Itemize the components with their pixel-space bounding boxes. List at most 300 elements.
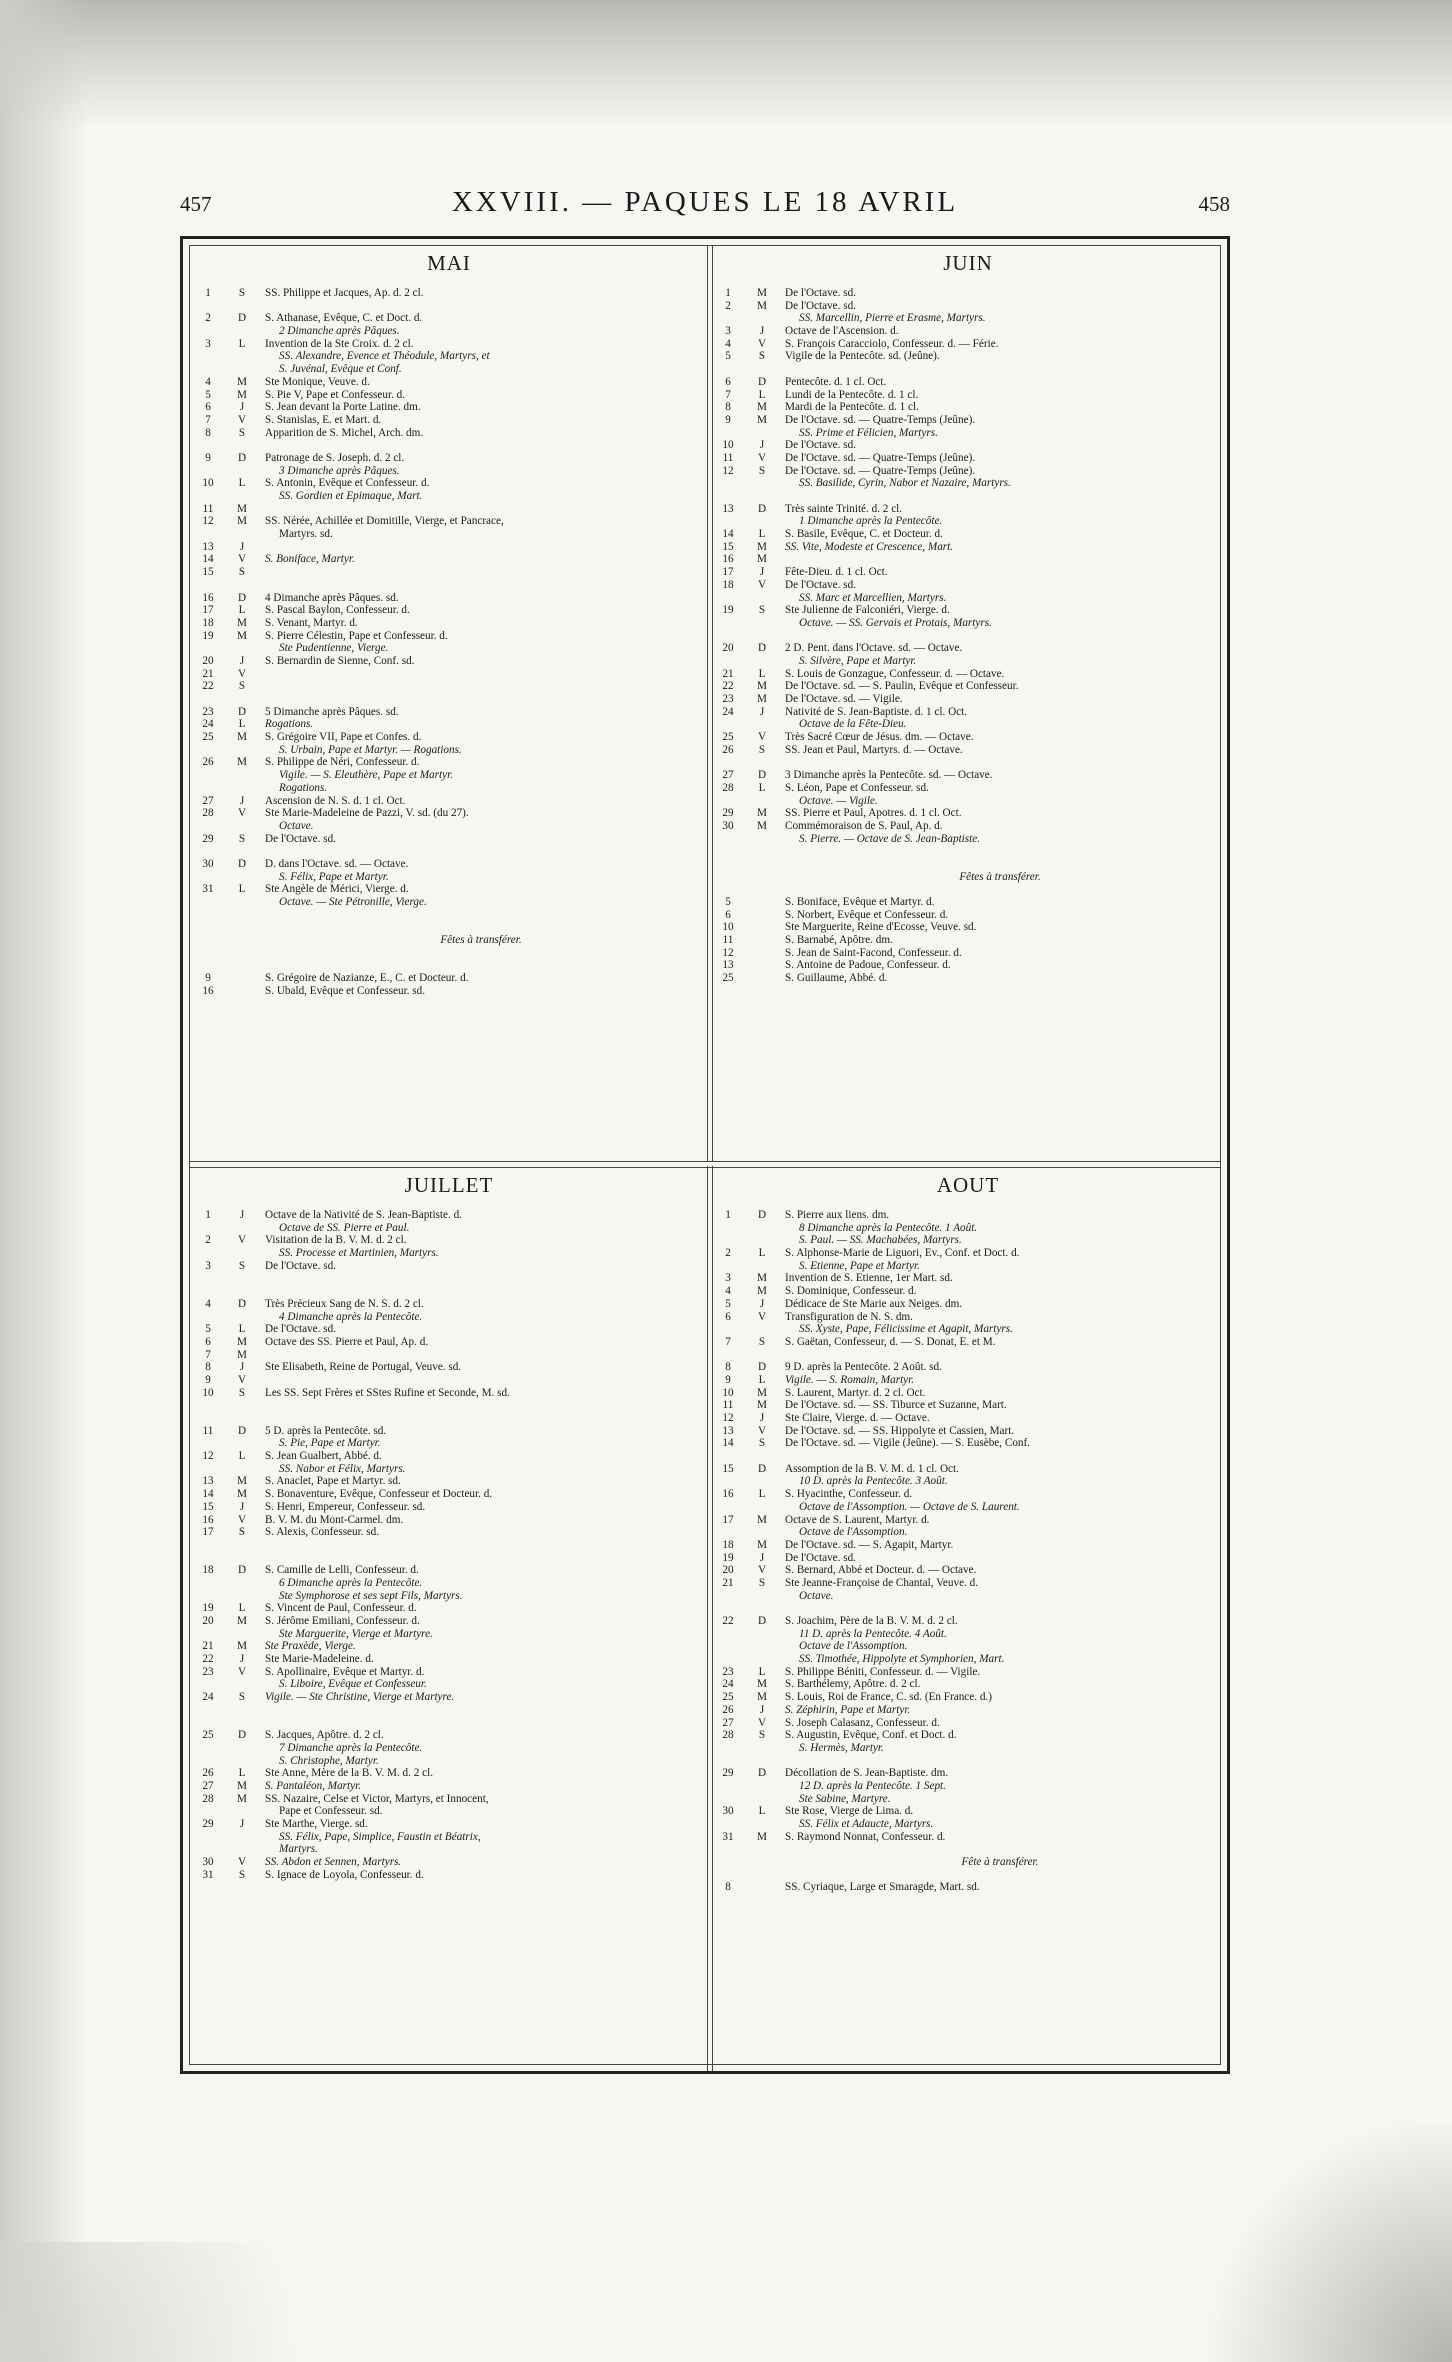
calendar-row: [717, 1285, 1219, 1298]
calendar-row: [197, 1577, 701, 1590]
calendar-row: [197, 718, 701, 731]
feast-text: 1 Dimanche après la Pentecôte.: [799, 515, 943, 528]
weekday-letter: D: [757, 502, 767, 515]
calendar-row: [197, 617, 701, 630]
calendar-row: [717, 833, 1219, 846]
weekday-letter: L: [238, 1450, 246, 1463]
feast-text: Ste Claire, Vierge. d. — Octave.: [785, 1412, 930, 1424]
feast-text: Octave.: [799, 1589, 834, 1602]
feast-text: Ste Marguerite, Vierge et Martyre.: [279, 1627, 433, 1640]
feast-text: S. Léon, Pape et Confesseur. sd.: [785, 781, 929, 794]
calendar-row: [717, 465, 1219, 478]
calendar-row: [717, 1336, 1219, 1349]
weekday-letter: M: [237, 1335, 247, 1348]
feast-text: 12 D. après la Pentecôte. 1 Sept.: [799, 1779, 946, 1792]
calendar-row: [197, 1285, 701, 1298]
calendar-row: [197, 1488, 701, 1501]
weekday-letter: L: [238, 1602, 246, 1615]
weekday-letter: S: [238, 1691, 246, 1704]
calendar-row: [197, 909, 701, 922]
calendar-row: [717, 414, 1219, 427]
feast-text: Très Précieux Sang de N. S. d. 2 cl.: [265, 1297, 424, 1310]
day-number: 27: [202, 1779, 214, 1792]
calendar-row: [717, 1425, 1219, 1438]
weekday-letter: D: [237, 1729, 247, 1742]
calendar-row: [197, 452, 701, 465]
weekday-letter: J: [759, 1412, 765, 1424]
day-number: 2: [725, 1247, 731, 1260]
calendar-row: [717, 1742, 1219, 1755]
weekday-letter: M: [237, 1348, 247, 1361]
weekday-letter: D: [237, 705, 247, 718]
weekday-letter: S: [758, 464, 766, 477]
calendar-row: [197, 1717, 701, 1730]
calendar-row: [197, 1336, 701, 1349]
calendar-row: [197, 845, 701, 858]
weekday-letter: V: [237, 1513, 247, 1526]
calendar-row: [197, 1602, 701, 1615]
calendar-row: [197, 312, 701, 325]
page-title: XXVIII. — PAQUES LE 18 AVRIL: [451, 186, 959, 218]
feast-text: SS. Timothée, Hippolyte et Symphorien, Mart.: [799, 1653, 1005, 1666]
weekday-letter: M: [757, 693, 767, 705]
weekday-letter: D: [237, 1564, 247, 1577]
feast-text: S. Gaëtan, Confesseur, d. — S. Donat, E. et M.: [785, 1335, 996, 1348]
feast-text: S. Pie, Pape et Martyr.: [279, 1437, 381, 1450]
day-number: 4: [725, 337, 731, 350]
feast-text: Ste Jeanne-Françoise de Chantal, Veuve. d.: [785, 1576, 979, 1589]
day-number: 19: [722, 604, 734, 617]
calendar-row: [197, 1767, 701, 1780]
day-number: 24: [202, 1691, 214, 1704]
weekday-letter: M: [757, 807, 767, 820]
calendar-row: [197, 1590, 701, 1603]
day-number: 13: [202, 540, 214, 553]
calendar-row: [197, 287, 701, 300]
day-number: 15: [202, 1500, 214, 1513]
calendar-row: [717, 515, 1219, 528]
feast-text: Ste Symphorose et ses sept Fils, Martyrs.: [279, 1589, 463, 1602]
scan-noise-left: [0, 0, 90, 2362]
weekday-letter: L: [758, 1665, 766, 1678]
calendar-row: [717, 528, 1219, 541]
feast-text: 4 Dimanche après Pâques. sd.: [265, 591, 399, 604]
calendar-row: [717, 1666, 1219, 1679]
day-number: 11: [202, 502, 214, 515]
weekday-letter: M: [757, 819, 767, 832]
calendar-row: [197, 1666, 701, 1679]
feast-text: Dédicace de Ste Marie aux Neiges. dm.: [785, 1297, 963, 1310]
feast-text: Vigile. — S. Eleuthère, Pape et Martyr.: [279, 769, 453, 782]
day-number: 18: [202, 616, 214, 629]
calendar-row: [717, 959, 1219, 972]
feast-text: Ste Pudentienne, Vierge.: [279, 642, 389, 655]
calendar-row: [717, 401, 1219, 414]
scan-noise-bottom-left: [0, 2242, 380, 2362]
weekday-letter: J: [759, 1297, 765, 1310]
feast-text: 9 D. après la Pentecôte. 2 Août. sd.: [785, 1361, 942, 1374]
feast-text: 2 Dimanche après Pâques.: [279, 325, 400, 338]
feast-text: S. Juvénal, Evêque et Conf.: [279, 363, 402, 376]
calendar-row: [717, 1272, 1219, 1285]
day-number: 18: [202, 1564, 214, 1577]
feast-text: SS. Félix et Adaucte, Martyrs.: [799, 1818, 934, 1830]
calendar-row: [197, 1640, 701, 1653]
feast-text: S. Barnabé, Apôtre. dm.: [785, 934, 893, 947]
feast-text: S. Liboire, Evêque et Confesseur.: [279, 1678, 427, 1691]
feast-text: S. Raymond Nonnat, Confesseur. d.: [785, 1830, 946, 1843]
feast-text: Octave de la Nativité de S. Jean-Baptiste. d.: [265, 1209, 462, 1221]
weekday-letter: J: [239, 1500, 245, 1513]
weekday-letter: S: [238, 1386, 246, 1399]
day-number: 29: [202, 832, 214, 845]
calendar-row: [197, 1805, 701, 1818]
calendar-row: [717, 1577, 1219, 1590]
weekday-letter: J: [759, 566, 765, 579]
day-number: 26: [202, 756, 214, 769]
day-number: 19: [202, 1602, 214, 1615]
day-number: 21: [202, 1640, 214, 1653]
calendar-row: [717, 655, 1219, 668]
feast-text: Octave de l'Assomption. — Octave de S. Laurent.: [799, 1500, 1020, 1513]
weekday-letter: M: [757, 1399, 767, 1412]
calendar-row: [197, 680, 701, 693]
calendar-row: [717, 883, 1219, 896]
calendar-row: [717, 287, 1219, 300]
calendar-row: [717, 718, 1219, 731]
day-number: 1: [205, 287, 211, 299]
feast-text: S. Boniface, Evêque et Martyr. d.: [785, 896, 935, 908]
weekday-letter: V: [237, 553, 247, 566]
feast-text: S. Zéphirin, Pape et Martyr.: [785, 1703, 911, 1716]
feast-text: 5 Dimanche après Pâques. sd.: [265, 705, 399, 718]
feast-text: S. Anaclet, Pape et Martyr. sd.: [265, 1475, 401, 1488]
weekday-letter: M: [757, 1691, 767, 1704]
calendar-row: [197, 1450, 701, 1463]
feast-text: S. Apollinaire, Evêque et Martyr. d.: [265, 1665, 425, 1678]
weekday-letter: L: [758, 667, 766, 680]
feast-text: SS. Jean et Paul, Martyrs. d. — Octave.: [785, 743, 963, 756]
feast-text: 4 Dimanche après la Pentecôte.: [279, 1310, 423, 1323]
day-number: 13: [722, 1424, 734, 1437]
calendar-row: [717, 1234, 1219, 1247]
day-number: 10: [202, 1386, 214, 1399]
weekday-letter: M: [757, 1386, 767, 1399]
feast-text: De l'Octave. sd.: [785, 578, 856, 591]
day-number: 6: [205, 401, 211, 414]
day-number: 5: [205, 1323, 211, 1336]
weekday-letter: J: [239, 401, 245, 414]
day-number: 1: [725, 287, 731, 299]
feast-text: De l'Octave. sd. — S. Agapit, Martyr.: [785, 1538, 954, 1551]
calendar-row: [197, 871, 701, 884]
feast-text: Vigile. — S. Romain, Martyr.: [785, 1373, 915, 1386]
day-number: 29: [202, 1818, 214, 1830]
calendar-row: [717, 338, 1219, 351]
feast-text: S. Hyacinthe, Confesseur. d.: [785, 1488, 913, 1501]
calendar-row: [717, 1628, 1219, 1641]
day-number: 15: [722, 540, 734, 553]
calendar-row: [717, 1767, 1219, 1780]
weekday-letter: L: [238, 477, 246, 490]
feast-text: De l'Octave. sd. — SS. Tiburce et Suzanne, Mart.: [785, 1399, 1007, 1412]
calendar-row: [717, 312, 1219, 325]
calendar-row: [197, 1552, 701, 1565]
calendar-row: [197, 1272, 701, 1285]
calendar-row: [197, 642, 701, 655]
calendar-row: [197, 1780, 701, 1793]
day-number: 28: [722, 781, 734, 794]
calendar-row: [717, 1222, 1219, 1235]
day-number: 11: [722, 1399, 734, 1412]
feast-text: Ascension de N. S. d. 1 cl. Oct.: [265, 794, 406, 807]
weekday-letter: V: [757, 1310, 767, 1323]
day-number: 12: [202, 1450, 214, 1463]
feast-text: Transfiguration de N. S. dm.: [785, 1310, 913, 1323]
feast-text: De l'Octave. sd.: [265, 832, 336, 845]
vertical-divider-top: [707, 245, 713, 1161]
weekday-letter: V: [237, 1234, 247, 1247]
day-number: 29: [722, 807, 734, 820]
day-number: 6: [725, 375, 731, 388]
day-number: 30: [722, 1805, 734, 1818]
feast-text: SS. Félix, Pape, Simplice, Faustin et Béatrix,: [279, 1830, 481, 1843]
calendar-row: [197, 350, 701, 363]
weekday-letter: M: [237, 756, 247, 769]
calendar-row: [717, 896, 1219, 909]
feast-text: Octave. — Vigile.: [799, 794, 878, 807]
calendar-row: [717, 947, 1219, 960]
calendar-row: [717, 1463, 1219, 1476]
weekday-letter: M: [757, 413, 767, 426]
feast-text: Visitation de la B. V. M. d. 2 cl.: [265, 1234, 407, 1247]
feast-text: S. Athanase, Evêque, C. et Doct. d.: [265, 312, 423, 325]
day-number: 5: [725, 1297, 731, 1310]
calendar-row: [717, 617, 1219, 630]
feast-text: S. Pascal Baylon, Confesseur. d.: [265, 604, 410, 617]
day-number: 18: [722, 1538, 734, 1551]
calendar-row: [717, 858, 1219, 871]
feast-text: S. Bernard, Abbé et Docteur. d. — Octave.: [785, 1564, 977, 1577]
calendar-row: [197, 769, 701, 782]
weekday-letter: M: [757, 540, 767, 553]
calendar-row: [197, 1247, 701, 1260]
feast-text: S. Etienne, Pape et Martyr.: [799, 1259, 920, 1272]
feast-text: S. Dominique, Confesseur. d.: [785, 1285, 917, 1298]
feast-text: Invention de la Ste Croix. d. 2 cl.: [265, 337, 414, 350]
day-number: 13: [722, 959, 734, 972]
day-number: 18: [722, 578, 734, 591]
feast-text: SS. Basilide, Cyrin, Nabor et Nazaire, Martyrs.: [799, 477, 1011, 490]
feast-text: 6 Dimanche après la Pentecôte.: [279, 1576, 423, 1589]
weekday-letter: V: [237, 807, 247, 820]
calendar-row: [717, 1564, 1219, 1577]
weekday-letter: S: [758, 604, 766, 617]
weekday-letter: M: [237, 1640, 247, 1653]
day-number: 27: [722, 1716, 734, 1729]
calendar-row: [197, 1615, 701, 1628]
month-heading: MAI: [427, 251, 471, 275]
weekday-letter: D: [237, 1424, 247, 1437]
calendar-row: [197, 947, 701, 960]
day-number: 7: [205, 413, 211, 426]
feast-text: S. Paul. — SS. Machabées, Martyrs.: [799, 1234, 962, 1247]
feast-text: S. Jean de Saint-Facond, Confesseur. d.: [785, 946, 962, 959]
feast-text: S. Louis, Roi de France, C. sd. (En France. d.): [785, 1691, 992, 1704]
day-number: 4: [205, 375, 211, 388]
feast-text: Ste Angèle de Mérici, Vierge. d.: [265, 883, 409, 896]
calendar-row: [717, 1361, 1219, 1374]
feast-text: Martyrs. sd.: [279, 528, 333, 541]
calendar-row: [717, 1526, 1219, 1539]
weekday-letter: S: [238, 1259, 246, 1272]
calendar-row: [197, 921, 701, 934]
feast-text: Octave de SS. Pierre et Paul.: [279, 1221, 410, 1234]
day-number: 16: [722, 1488, 734, 1501]
feast-text: Ste Julienne de Falconiéri, Vierge. d.: [785, 604, 950, 617]
weekday-letter: M: [757, 1830, 767, 1843]
feast-text: 8 Dimanche après la Pentecôte. 1 Août.: [799, 1221, 978, 1234]
weekday-letter: J: [239, 1361, 245, 1374]
calendar-row: [717, 1678, 1219, 1691]
feast-text: SS. Alexandre, Evence et Théodule, Martyrs, et: [279, 350, 490, 363]
calendar-row: [197, 883, 701, 896]
section-mai: [197, 251, 701, 1156]
weekday-letter: M: [237, 616, 247, 629]
calendar-row: [197, 756, 701, 769]
calendar-row: [717, 579, 1219, 592]
feast-text: SS. Nérée, Achillée et Domitille, Vierge, et Pancrace,: [265, 515, 504, 528]
weekday-letter: M: [237, 515, 247, 528]
calendar-row: [717, 1514, 1219, 1527]
calendar-row: [717, 1755, 1219, 1768]
feast-text: Fête à transférer.: [961, 1856, 1039, 1869]
calendar-row: [197, 376, 701, 389]
day-number: 2: [725, 299, 731, 312]
calendar-row: [197, 1539, 701, 1552]
feast-text: S. Pierre Célestin, Pape et Confesseur. d.: [265, 629, 448, 642]
day-number: 5: [725, 350, 731, 363]
feast-text: Apparition de S. Michel, Arch. dm.: [265, 426, 424, 439]
calendar-row: [197, 1425, 701, 1438]
weekday-letter: V: [757, 731, 767, 744]
calendar-row: [717, 972, 1219, 985]
calendar-row: [717, 1729, 1219, 1742]
feast-text: S. Grégoire de Nazianze, E., C. et Docteur. d.: [265, 972, 469, 985]
calendar-row: [197, 1323, 701, 1336]
page-number-left: 457: [180, 192, 212, 216]
day-number: 9: [205, 1373, 211, 1386]
day-number: 13: [202, 1475, 214, 1488]
weekday-letter: M: [757, 553, 767, 566]
calendar-row: [197, 706, 701, 719]
feast-text: De l'Octave. sd.: [785, 299, 856, 312]
feast-text: Très sainte Trinité. d. 2 cl.: [785, 502, 903, 515]
row-list: [717, 1209, 1219, 1894]
feast-text: Rogations.: [279, 781, 328, 794]
day-number: 6: [205, 1335, 211, 1348]
calendar-row: [197, 363, 701, 376]
calendar-row: [717, 541, 1219, 554]
day-number: 20: [722, 642, 734, 655]
feast-text: Octave de l'Assomption.: [799, 1526, 908, 1539]
day-number: 12: [722, 946, 734, 959]
weekday-letter: V: [757, 1564, 767, 1577]
weekday-letter: D: [757, 1361, 767, 1374]
feast-text: Vigile de la Pentecôte. sd. (Jeûne).: [785, 350, 940, 363]
day-number: 20: [722, 1564, 734, 1577]
feast-text: S. Norbert, Evêque et Confesseur. d.: [785, 908, 949, 921]
weekday-letter: J: [759, 439, 765, 452]
calendar-row: [717, 1349, 1219, 1362]
feast-text: S. Antonin, Evêque et Confesseur. d.: [265, 477, 430, 490]
feast-text: Ste Elisabeth, Reine de Portugal, Veuve. sd.: [265, 1361, 462, 1374]
calendar-row: [717, 1311, 1219, 1324]
day-number: 28: [202, 807, 214, 820]
calendar-row: [717, 1374, 1219, 1387]
weekday-letter: J: [239, 1653, 245, 1666]
calendar-row: [197, 541, 701, 554]
feast-text: Octave de l'Ascension. d.: [785, 325, 899, 338]
day-number: 1: [205, 1209, 211, 1221]
feast-text: SS. Vite, Modeste et Crescence, Mart.: [785, 540, 954, 553]
day-number: 7: [205, 1348, 211, 1361]
feast-text: Fêtes à transférer.: [959, 870, 1041, 883]
calendar-row: [717, 871, 1219, 884]
day-number: 13: [722, 502, 734, 515]
weekday-letter: M: [757, 287, 767, 299]
feast-text: S. Jacques, Apôtre. d. 2 cl.: [265, 1729, 384, 1742]
weekday-letter: M: [237, 1615, 247, 1627]
calendar-row: [197, 1526, 701, 1539]
weekday-letter: L: [238, 1323, 246, 1336]
calendar-row: [717, 668, 1219, 681]
day-number: 31: [202, 883, 214, 896]
calendar-row: [197, 490, 701, 503]
weekday-letter: M: [237, 731, 247, 744]
feast-text: S. Bonaventure, Evêque, Confesseur et Docteur. d.: [265, 1488, 493, 1501]
feast-text: De l'Octave. sd. — Quatre-Temps (Jeûne).: [785, 464, 976, 477]
calendar-row: [717, 731, 1219, 744]
calendar-row: [197, 325, 701, 338]
weekday-letter: D: [237, 312, 247, 325]
calendar-row: [197, 427, 701, 440]
feast-text: Fête-Dieu. d. 1 cl. Oct.: [785, 566, 888, 579]
calendar-row: [717, 630, 1219, 643]
feast-text: Ste Marguerite, Reine d'Ecosse, Veuve. sd.: [785, 921, 977, 934]
feast-text: 3 Dimanche après la Pentecôte. sd. — Octave.: [785, 769, 993, 782]
feast-text: S. Silvère, Pape et Martyr.: [799, 654, 917, 667]
calendar-row: [717, 389, 1219, 402]
feast-text: Ste Marthe, Vierge. sd.: [265, 1818, 368, 1830]
feast-text: SS. Xyste, Pape, Félicissime et Agapit, Martyrs.: [799, 1323, 1013, 1336]
feast-text: S. Henri, Empereur, Confesseur. sd.: [265, 1500, 426, 1513]
calendar-row: [197, 1856, 701, 1869]
weekday-letter: D: [237, 451, 247, 464]
feast-text: S. Hermès, Martyr.: [799, 1741, 884, 1754]
section-aout: [717, 1173, 1219, 2063]
feast-text: S. Ignace de Loyola, Confesseur. d.: [265, 1868, 424, 1881]
day-number: 10: [202, 477, 214, 490]
calendar-row: [717, 1793, 1219, 1806]
calendar-row: [717, 553, 1219, 566]
feast-text: Invention de S. Etienne, 1er Mart. sd.: [785, 1272, 953, 1285]
calendar-row: [197, 414, 701, 427]
calendar-row: [717, 490, 1219, 503]
calendar-row: [717, 1602, 1219, 1615]
feast-text: De l'Octave. sd.: [785, 1551, 856, 1564]
day-number: 24: [722, 705, 734, 718]
